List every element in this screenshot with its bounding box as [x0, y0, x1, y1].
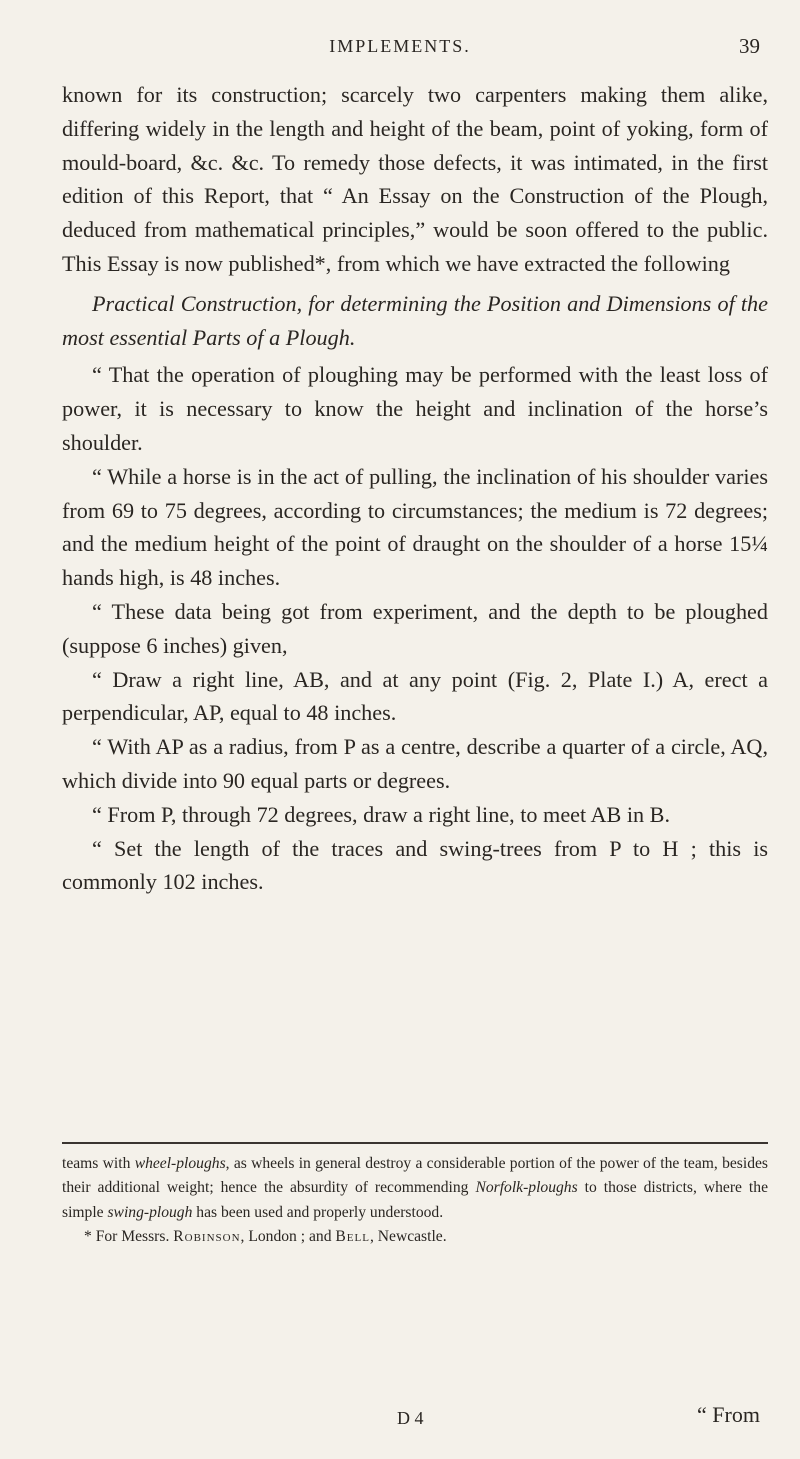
- running-title: IMPLEMENTS.: [329, 36, 471, 56]
- paragraph-quarter-circle: “ With AP as a radius, from P as a centre, describe a quarter of a circle, AQ, which divide into 90 equal parts or degrees.: [62, 734, 768, 793]
- footnote-text: to those districts, where the simple: [62, 1179, 768, 1221]
- footnote-rule: [62, 1142, 768, 1144]
- footnote-name: Robinson: [173, 1228, 241, 1246]
- footnote-asterisk: [62, 1225, 768, 1249]
- footnote-text: has been used and properly understood.: [192, 1203, 444, 1221]
- running-head: [0, 30, 800, 60]
- paragraph-draw-line: “ Draw a right line, AB, and at any point (Fig. 2, Plate I.) A, erect a perpendicular, AP, equal to 48 inches.: [62, 666, 768, 726]
- footnote-text: teams with: [62, 1155, 135, 1172]
- paragraph-intro: known for its construction; scarcely two carpenters making them alike, differing widely in the length and height of the beam, point of yoking, form of mould-board, &c. &c. To remedy those defects, it was intimated, in the first edition of this Report, that “ An Essay on the Construction of the Plough, deduced from mathematical principles,” would be soon offered to the public. This Essay is now published*, from which we have extracted the following: [62, 82, 768, 276]
- footnote-continued: [62, 1152, 768, 1225]
- paragraph-traces: “ Set the length of the traces and swing-trees from P to H ; this is commonly 102 inches.: [62, 835, 768, 895]
- footnote-text: , Newcastle.: [369, 1228, 447, 1246]
- footnote-italic: Norfolk-ploughs: [475, 1179, 578, 1197]
- paragraph-data: “ These data being got from experiment, and the depth to be ploughed (suppose 6 inches) given,: [62, 598, 768, 658]
- footnote-italic: swing-plough: [107, 1203, 193, 1221]
- page-number: 39: [739, 34, 760, 58]
- footnote-text: * For Messrs.: [84, 1228, 174, 1246]
- footnote-text: , London ; and: [240, 1228, 336, 1246]
- signature-mark: D 4: [397, 1408, 424, 1428]
- paragraph-through-degrees: “ From P, through 72 degrees, draw a right line, to meet AB in B.: [92, 801, 671, 827]
- footnote-text: , as wheels in general destroy a considerable portion of the power of the team, besides their additional weight; hence the absurdity of recommending: [62, 1155, 768, 1197]
- footnote-italic: wheel-ploughs: [134, 1155, 226, 1172]
- paragraph-shoulder: “ While a horse is in the act of pulling, the inclination of his shoulder varies from 69 to 75 degrees, according to circumstances; the medium is 72 degrees; and the medium height of the point of draught on the shoulder of a horse 15¼ hands high, is 48 inches.: [62, 463, 768, 591]
- footnote-name: Bell: [335, 1228, 370, 1246]
- section-heading: Practical Construction, for determining the Position and Dimensions of the most essential Parts of a Plough.: [62, 290, 768, 350]
- footnotes: [62, 1152, 768, 1250]
- paragraph-power: “ That the operation of ploughing may be performed with the least loss of power, it is necessary to know the height and inclination of the horse’s shoulder.: [62, 362, 768, 455]
- catchword: “ From: [697, 1402, 760, 1427]
- body-text: [62, 78, 768, 899]
